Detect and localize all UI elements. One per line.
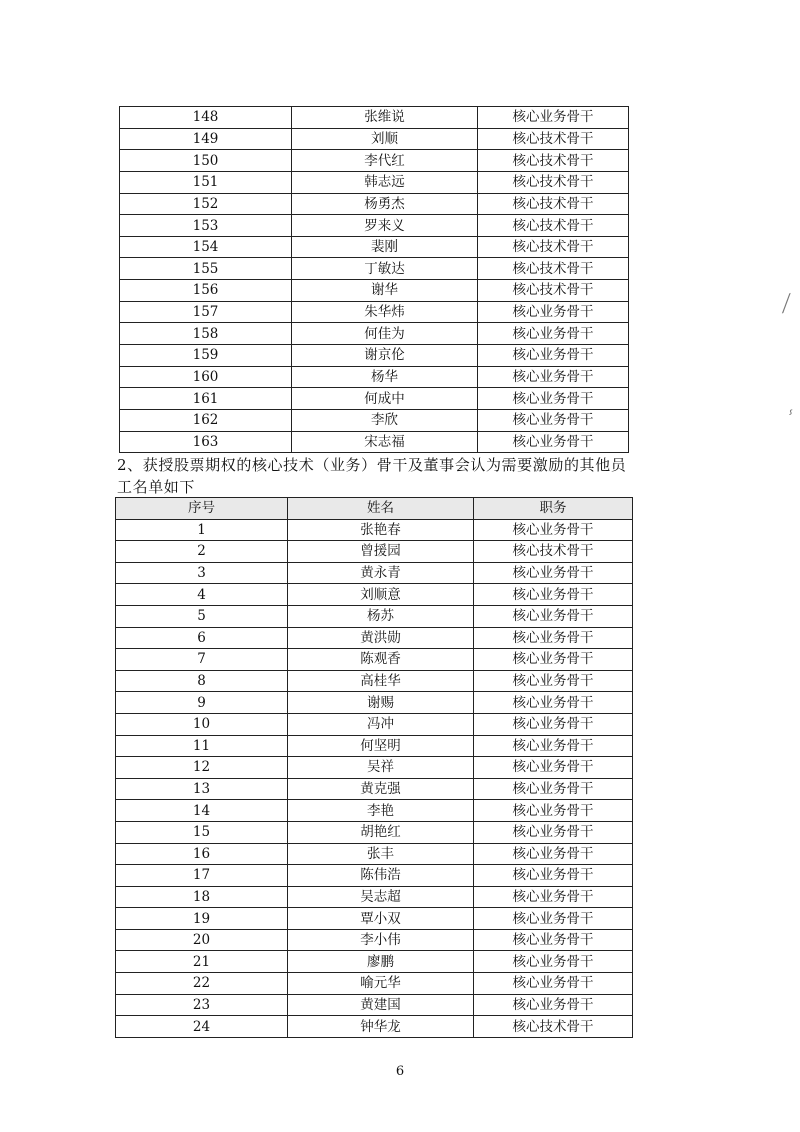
cell-name: 张丰 bbox=[288, 843, 474, 865]
cell-name: 李代红 bbox=[292, 150, 478, 172]
cell-position: 核心业务骨干 bbox=[478, 431, 629, 453]
table-row bbox=[116, 541, 633, 563]
table-row bbox=[116, 821, 633, 843]
table-row bbox=[120, 258, 629, 280]
cell-name: 廖鹏 bbox=[288, 951, 474, 973]
table-row bbox=[116, 713, 633, 735]
table-row bbox=[116, 735, 633, 757]
cell-index: 23 bbox=[116, 994, 288, 1016]
table-row bbox=[120, 150, 629, 172]
table-row bbox=[120, 171, 629, 193]
cell-name: 吴祥 bbox=[288, 757, 474, 779]
cell-index: 10 bbox=[116, 713, 288, 735]
cell-position: 核心业务骨干 bbox=[474, 757, 633, 779]
cell-position: 核心技术骨干 bbox=[478, 171, 629, 193]
table-row bbox=[116, 865, 633, 887]
cell-name: 谢赐 bbox=[288, 692, 474, 714]
employee-table-section-2 bbox=[115, 497, 633, 1038]
cell-position: 核心技术骨干 bbox=[478, 150, 629, 172]
cell-index: 162 bbox=[120, 409, 292, 431]
cell-name: 宋志福 bbox=[292, 431, 478, 453]
table-row bbox=[120, 409, 629, 431]
table-row bbox=[116, 605, 633, 627]
cell-index: 159 bbox=[120, 345, 292, 367]
cell-name: 李欣 bbox=[292, 409, 478, 431]
cell-position: 核心业务骨干 bbox=[474, 800, 633, 822]
scan-margin-mark: ⸯ bbox=[783, 409, 796, 430]
cell-name: 高桂华 bbox=[288, 670, 474, 692]
cell-index: 20 bbox=[116, 929, 288, 951]
table-row bbox=[120, 301, 629, 323]
cell-position: 核心业务骨干 bbox=[474, 886, 633, 908]
cell-position: 核心业务骨干 bbox=[474, 713, 633, 735]
employee-table-continued-body bbox=[120, 107, 629, 453]
cell-name: 李小伟 bbox=[288, 929, 474, 951]
cell-index: 2 bbox=[116, 541, 288, 563]
cell-position: 核心技术骨干 bbox=[478, 236, 629, 258]
cell-index: 160 bbox=[120, 366, 292, 388]
cell-name: 杨华 bbox=[292, 366, 478, 388]
table-header-row bbox=[116, 498, 633, 520]
cell-position: 核心业务骨干 bbox=[474, 627, 633, 649]
cell-position: 核心业务骨干 bbox=[474, 994, 633, 1016]
table-row bbox=[120, 128, 629, 150]
cell-index: 153 bbox=[120, 215, 292, 237]
cell-name: 裴刚 bbox=[292, 236, 478, 258]
column-header-index: 序号 bbox=[116, 498, 288, 520]
cell-name: 吴志超 bbox=[288, 886, 474, 908]
table-row bbox=[120, 388, 629, 410]
table-row bbox=[116, 886, 633, 908]
scan-margin-mark: ⟋ bbox=[774, 290, 798, 319]
cell-index: 161 bbox=[120, 388, 292, 410]
cell-index: 15 bbox=[116, 821, 288, 843]
cell-index: 9 bbox=[116, 692, 288, 714]
page-number: 6 bbox=[395, 1064, 405, 1079]
cell-position: 核心业务骨干 bbox=[474, 519, 633, 541]
cell-position: 核心业务骨干 bbox=[474, 605, 633, 627]
cell-position: 核心业务骨干 bbox=[478, 107, 629, 129]
cell-index: 4 bbox=[116, 584, 288, 606]
table-row bbox=[116, 1016, 633, 1038]
column-header-name: 姓名 bbox=[288, 498, 474, 520]
cell-name: 丁敏达 bbox=[292, 258, 478, 280]
cell-position: 核心业务骨干 bbox=[474, 821, 633, 843]
table-row bbox=[116, 973, 633, 995]
table-row bbox=[120, 280, 629, 302]
cell-name: 喻元华 bbox=[288, 973, 474, 995]
cell-index: 150 bbox=[120, 150, 292, 172]
cell-name: 刘顺意 bbox=[288, 584, 474, 606]
cell-position: 核心业务骨干 bbox=[474, 670, 633, 692]
cell-position: 核心业务骨干 bbox=[478, 409, 629, 431]
cell-index: 148 bbox=[120, 107, 292, 129]
employee-table-section-2-body bbox=[116, 519, 633, 1037]
cell-name: 覃小双 bbox=[288, 908, 474, 930]
cell-position: 核心业务骨干 bbox=[474, 735, 633, 757]
cell-index: 14 bbox=[116, 800, 288, 822]
cell-name: 黄永青 bbox=[288, 562, 474, 584]
cell-position: 核心技术骨干 bbox=[478, 193, 629, 215]
table-row bbox=[120, 323, 629, 345]
cell-name: 刘顺 bbox=[292, 128, 478, 150]
section-2-heading: 2、获授股票期权的核心技术（业务）骨干及董事会认为需要激励的其他员工名单如下 bbox=[117, 456, 627, 496]
cell-index: 16 bbox=[116, 843, 288, 865]
table-row bbox=[116, 994, 633, 1016]
cell-position: 核心技术骨干 bbox=[474, 1016, 633, 1038]
cell-index: 157 bbox=[120, 301, 292, 323]
cell-position: 核心业务骨干 bbox=[478, 323, 629, 345]
cell-index: 11 bbox=[116, 735, 288, 757]
table-row bbox=[120, 236, 629, 258]
cell-index: 158 bbox=[120, 323, 292, 345]
table-row bbox=[120, 193, 629, 215]
cell-name: 胡艳红 bbox=[288, 821, 474, 843]
cell-name: 朱华炜 bbox=[292, 301, 478, 323]
cell-position: 核心业务骨干 bbox=[478, 301, 629, 323]
cell-position: 核心业务骨干 bbox=[478, 366, 629, 388]
cell-name: 黄建国 bbox=[288, 994, 474, 1016]
cell-position: 核心技术骨干 bbox=[478, 280, 629, 302]
cell-name: 谢京伦 bbox=[292, 345, 478, 367]
cell-name: 张艳春 bbox=[288, 519, 474, 541]
table-row bbox=[116, 627, 633, 649]
column-header-position: 职务 bbox=[474, 498, 633, 520]
cell-index: 19 bbox=[116, 908, 288, 930]
table-row bbox=[116, 584, 633, 606]
cell-name: 韩志远 bbox=[292, 171, 478, 193]
cell-name: 张维说 bbox=[292, 107, 478, 129]
cell-position: 核心技术骨干 bbox=[478, 215, 629, 237]
cell-index: 12 bbox=[116, 757, 288, 779]
table-row bbox=[116, 929, 633, 951]
cell-index: 5 bbox=[116, 605, 288, 627]
table-row bbox=[116, 692, 633, 714]
cell-name: 钟华龙 bbox=[288, 1016, 474, 1038]
cell-name: 杨苏 bbox=[288, 605, 474, 627]
cell-name: 陈观香 bbox=[288, 649, 474, 671]
cell-index: 151 bbox=[120, 171, 292, 193]
cell-index: 21 bbox=[116, 951, 288, 973]
table-row bbox=[120, 345, 629, 367]
cell-index: 1 bbox=[116, 519, 288, 541]
table-row bbox=[120, 107, 629, 129]
table-row bbox=[120, 215, 629, 237]
cell-name: 杨勇杰 bbox=[292, 193, 478, 215]
cell-position: 核心业务骨干 bbox=[478, 388, 629, 410]
cell-position: 核心业务骨干 bbox=[474, 562, 633, 584]
cell-name: 罗来义 bbox=[292, 215, 478, 237]
cell-position: 核心业务骨干 bbox=[474, 649, 633, 671]
cell-index: 8 bbox=[116, 670, 288, 692]
table-row bbox=[116, 951, 633, 973]
cell-name: 何成中 bbox=[292, 388, 478, 410]
table-header bbox=[116, 498, 633, 520]
cell-position: 核心业务骨干 bbox=[478, 345, 629, 367]
table-row bbox=[116, 778, 633, 800]
cell-index: 3 bbox=[116, 562, 288, 584]
cell-position: 核心业务骨干 bbox=[474, 692, 633, 714]
cell-position: 核心业务骨干 bbox=[474, 843, 633, 865]
cell-position: 核心业务骨干 bbox=[474, 951, 633, 973]
cell-position: 核心业务骨干 bbox=[474, 778, 633, 800]
cell-name: 陈伟浩 bbox=[288, 865, 474, 887]
table-row bbox=[116, 519, 633, 541]
table-row bbox=[116, 670, 633, 692]
cell-name: 何佳为 bbox=[292, 323, 478, 345]
employee-table-continued bbox=[119, 106, 629, 453]
cell-position: 核心业务骨干 bbox=[474, 929, 633, 951]
table-row bbox=[120, 366, 629, 388]
table-row bbox=[116, 843, 633, 865]
cell-position: 核心业务骨干 bbox=[474, 584, 633, 606]
cell-index: 154 bbox=[120, 236, 292, 258]
cell-index: 7 bbox=[116, 649, 288, 671]
cell-index: 6 bbox=[116, 627, 288, 649]
cell-position: 核心技术骨干 bbox=[474, 541, 633, 563]
cell-position: 核心技术骨干 bbox=[478, 258, 629, 280]
cell-index: 22 bbox=[116, 973, 288, 995]
cell-name: 冯冲 bbox=[288, 713, 474, 735]
cell-position: 核心技术骨干 bbox=[478, 128, 629, 150]
cell-index: 152 bbox=[120, 193, 292, 215]
cell-position: 核心业务骨干 bbox=[474, 973, 633, 995]
cell-index: 163 bbox=[120, 431, 292, 453]
cell-name: 何坚明 bbox=[288, 735, 474, 757]
cell-index: 13 bbox=[116, 778, 288, 800]
cell-name: 李艳 bbox=[288, 800, 474, 822]
table-row bbox=[116, 562, 633, 584]
cell-index: 18 bbox=[116, 886, 288, 908]
table-row bbox=[116, 908, 633, 930]
cell-index: 155 bbox=[120, 258, 292, 280]
cell-position: 核心业务骨干 bbox=[474, 865, 633, 887]
cell-index: 149 bbox=[120, 128, 292, 150]
table-row bbox=[116, 800, 633, 822]
cell-index: 156 bbox=[120, 280, 292, 302]
cell-name: 黄洪勋 bbox=[288, 627, 474, 649]
cell-index: 17 bbox=[116, 865, 288, 887]
cell-name: 谢华 bbox=[292, 280, 478, 302]
table-row bbox=[116, 757, 633, 779]
cell-index: 24 bbox=[116, 1016, 288, 1038]
table-row bbox=[116, 649, 633, 671]
cell-name: 黄克强 bbox=[288, 778, 474, 800]
table-row bbox=[120, 431, 629, 453]
cell-position: 核心业务骨干 bbox=[474, 908, 633, 930]
cell-name: 曾援园 bbox=[288, 541, 474, 563]
